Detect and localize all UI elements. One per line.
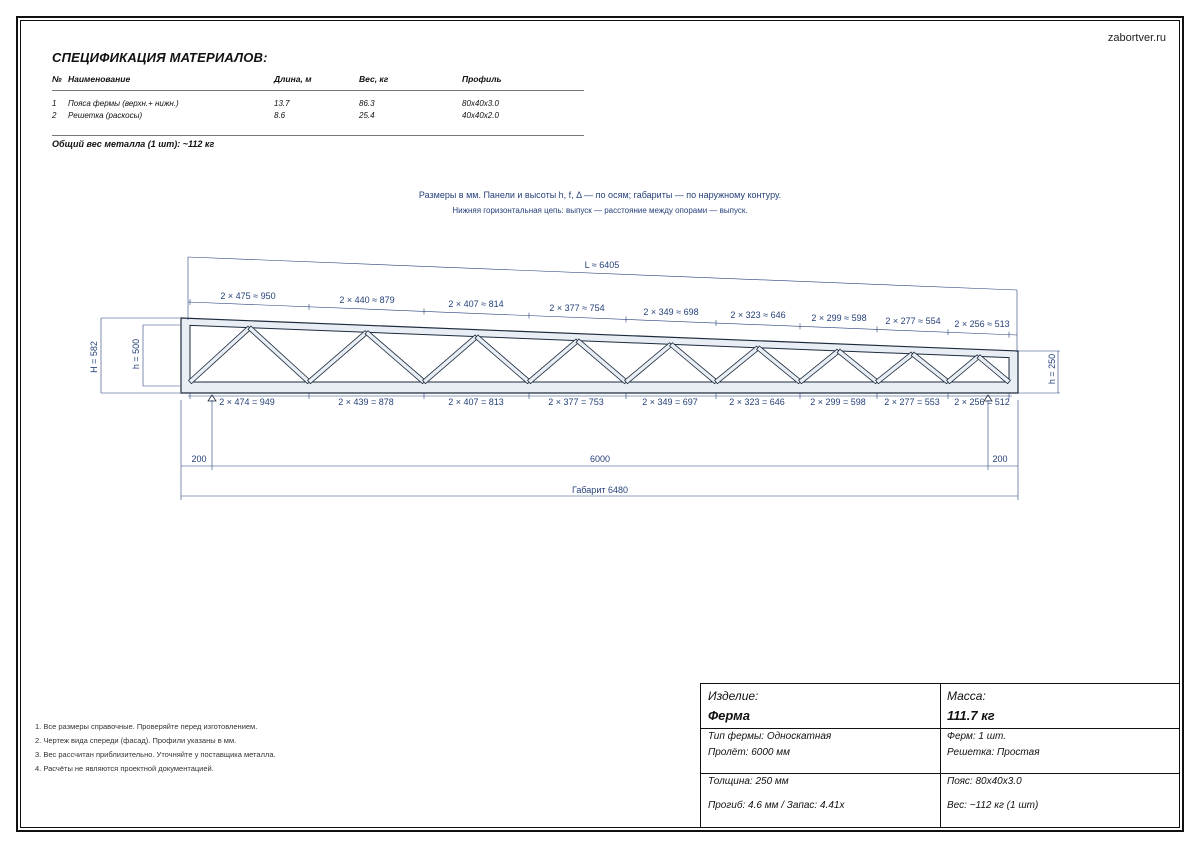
dim-bottom-panel: 2 × 323 = 646 [729,397,785,407]
note-item: 4. Расчёты не являются проектной документацией. [35,764,214,773]
mass-label: Масса: [947,689,986,703]
dim-overhang-left: 200 [191,454,207,464]
truss-geometry [181,318,1018,401]
dim-top-panel: 2 × 299 ≈ 598 [811,313,867,323]
note-item: 3. Вес рассчитан приблизительно. Уточняйте у поставщика металла. [35,750,276,759]
dim-bottom-panel: 2 × 439 = 878 [338,397,394,407]
spec-cell-length: 8.6 [274,111,286,120]
spec-title: СПЕЦИФИКАЦИЯ МАТЕРИАЛОВ: [52,50,268,65]
dim-H-left: H = 582 [89,341,99,373]
dim-bottom-panel: 2 × 377 = 753 [548,397,604,407]
dim-top-panel: 2 × 323 ≈ 646 [730,310,786,320]
dim-top-panel: 2 × 377 ≈ 754 [549,303,605,313]
drawing-note-1: Размеры в мм. Панели и высоты h, f, Δ — по осям; габариты — по наружному контуру. [418,190,782,200]
dim-bottom-panel: 2 × 277 = 553 [884,397,940,407]
dim-overhang-right: 200 [992,454,1008,464]
dim-gabarit: Габарит 6480 [571,485,629,495]
spec-header-no: № [52,74,62,84]
note-item: 2. Чертеж вида спереди (фасад). Профили указаны в мм. [35,736,237,745]
product-value: Ферма [708,708,750,723]
title-block [700,683,1180,828]
spec-cell-length: 13.7 [274,99,290,108]
dim-bottom-panel: 2 × 407 = 813 [448,397,504,407]
dim-bottom-panel: 2 × 349 = 697 [642,397,698,407]
spec-cell-weight: 25.4 [359,111,375,120]
dim-top-panel: 2 × 407 ≈ 814 [448,299,504,309]
title-block-divider [940,684,941,827]
dim-overall-length: L ≈ 6405 [584,260,620,270]
spec-header-weight: Вес, кг [359,74,389,84]
dim-top-panel: 2 × 256 ≈ 513 [954,319,1010,329]
deflection-value: Прогиб: 4.6 мм / Запас: 4.41x [708,800,845,811]
spec-cell-no: 2 [52,111,57,120]
dim-top-panel: 2 × 440 ≈ 879 [339,295,395,305]
thickness-value: Толщина: 250 мм [708,776,789,787]
general-notes [35,720,276,776]
title-block-divider [701,773,1179,774]
span-value: Пролёт: 6000 мм [708,747,790,758]
dim-span: 6000 [589,454,611,464]
dim-bottom-panel: 2 × 474 = 949 [219,397,275,407]
spec-cell-no: 1 [52,99,57,108]
truss-count: Ферм: 1 шт. [947,731,1007,742]
weight-value: Вес: ~112 кг (1 шт) [947,800,1039,811]
dim-h-right: h = 250 [1047,353,1057,385]
mass-value: 111.7 кг [947,708,995,723]
spec-header-length: Длина, м [274,74,312,84]
dim-top-panel: 2 × 349 ≈ 698 [643,307,699,317]
spec-header-profile: Профиль [462,74,502,84]
product-label: Изделие: [708,689,759,703]
spec-cell-profile: 40х40х2.0 [462,111,499,120]
spec-total-weight: Общий вес металла (1 шт): ~112 кг [52,139,215,149]
dim-bottom-panel: 2 × 299 = 598 [810,397,866,407]
dim-h-left: h = 500 [131,338,141,370]
lattice-type: Решетка: Простая [947,747,1040,758]
dim-top-panel: 2 × 277 ≈ 554 [885,316,941,326]
drawing-note-2: Нижняя горизонтальная цепь: выпуск — расстояние между опорами — выпуск. [452,206,748,215]
truss-type: Тип фермы: Односкатная [708,731,832,742]
spec-cell-weight: 86.3 [359,99,375,108]
dim-bottom-panel: 2 × 256 = 512 [954,397,1010,407]
title-block-divider [701,728,1179,729]
dim-top-panel: 2 × 475 ≈ 950 [220,291,276,301]
spec-cell-profile: 80х40х3.0 [462,99,499,108]
spec-cell-name: Пояса фермы (верхн.+ нижн.) [68,99,179,108]
spec-header-name: Наименование [68,74,131,84]
spec-cell-name: Решетка (раскосы) [68,111,143,120]
site-name[interactable]: zabortver.ru [1107,32,1166,44]
chord-profile: Пояс: 80х40х3.0 [947,776,1022,787]
note-item: 1. Все размеры справочные. Проверяйте перед изготовлением. [35,722,258,731]
